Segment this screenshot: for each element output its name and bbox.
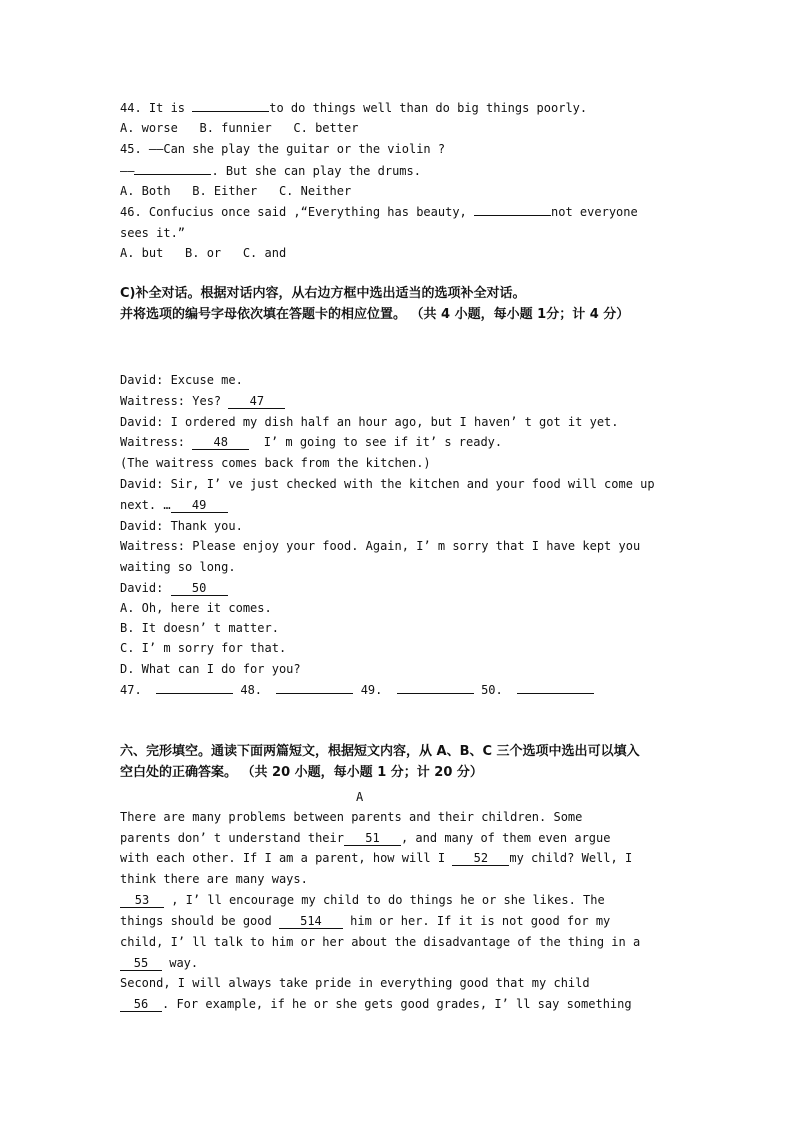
section-c-heading: C)补全对话。根据对话内容，从右边方框中选出适当的选项补全对话。 bbox=[120, 286, 526, 301]
cloze-blank-52: 52 bbox=[452, 852, 509, 866]
passage-line: 56 . For example, if he or she gets good grades, I’ ll say something bbox=[120, 996, 632, 1012]
dialogue-blank-48: 48 bbox=[192, 436, 249, 450]
dialogue-line: waiting so long. bbox=[120, 560, 236, 574]
option-b: B. It doesn’ t matter. bbox=[120, 621, 279, 635]
answer-blank bbox=[134, 174, 211, 175]
cloze-blank-514: 514 bbox=[279, 915, 343, 929]
question-44-stem: 44. It is to do things well than do big things poorly. bbox=[120, 101, 588, 115]
answer-line: 47. 48. 49. 50. bbox=[120, 682, 594, 698]
passage-line: things should be good 514 him or her. If it is not good for my bbox=[120, 914, 611, 928]
passage-line: think there are many ways. bbox=[120, 872, 308, 886]
dialogue-line: David: 50 bbox=[120, 580, 228, 596]
dialogue-line: David: Thank you. bbox=[120, 519, 243, 533]
passage-line: 55 way. bbox=[120, 955, 198, 971]
question-45-stem: 45. ——Can she play the guitar or the violin ? bbox=[120, 142, 446, 156]
dialogue-line: next. … 49 bbox=[120, 497, 228, 513]
option-a: A. Oh, here it comes. bbox=[120, 601, 272, 615]
dialogue-line: David: Sir, I’ ve just checked with the kitchen and your food will come up bbox=[120, 477, 655, 491]
passage-label: A bbox=[356, 790, 364, 804]
option-d: D. What can I do for you? bbox=[120, 662, 301, 676]
dialogue-stage-direction: (The waitress comes back from the kitchen.) bbox=[120, 456, 431, 470]
passage-line: There are many problems between parents and their children. Some bbox=[120, 810, 583, 824]
cloze-blank-51: 51 bbox=[344, 832, 401, 846]
question-44-options: A. worse B. funnier C. better bbox=[120, 121, 359, 135]
passage-line: parents don’ t understand their 51 , and many of them even argue bbox=[120, 831, 611, 845]
question-46-stem-cont: sees it.” bbox=[120, 226, 186, 240]
passage-line: child, I’ ll talk to him or her about the disadvantage of the thing in a bbox=[120, 935, 641, 949]
question-46-options: A. but B. or C. and bbox=[120, 246, 287, 260]
answer-blank-47 bbox=[156, 693, 233, 694]
dialogue-blank-47: 47 bbox=[228, 395, 285, 409]
passage-line: Second, I will always take pride in everything good that my child bbox=[120, 976, 590, 990]
answer-blank-48 bbox=[276, 693, 353, 694]
dialogue-line: David: Excuse me. bbox=[120, 373, 243, 387]
dialogue-line: Waitress: 48 I’ m going to see if it’ s ready. bbox=[120, 435, 503, 449]
option-c: C. I’ m sorry for that. bbox=[120, 641, 287, 655]
dialogue-blank-49: 49 bbox=[171, 499, 228, 513]
dialogue-line: David: I ordered my dish half an hour ago, but I haven’ t got it yet. bbox=[120, 415, 619, 429]
answer-blank-50 bbox=[517, 693, 594, 694]
answer-blank bbox=[192, 111, 269, 112]
section-c-instructions: 并将选项的编号字母依次填在答题卡的相应位置。 （共 4 小题，每小题 1分；计 4 分） bbox=[120, 307, 630, 322]
cloze-blank-56: 56 bbox=[120, 998, 162, 1012]
passage-line: with each other. If I am a parent, how will I 52 my child? Well, I bbox=[120, 851, 633, 865]
passage-line: 53 , I’ ll encourage my child to do things he or she likes. The bbox=[120, 892, 605, 908]
dialogue-line: Waitress: Yes? 47 bbox=[120, 393, 285, 409]
question-45-options: A. Both B. Either C. Neither bbox=[120, 184, 352, 198]
cloze-blank-55: 55 bbox=[120, 957, 162, 971]
question-46-stem: 46. Confucius once said ,“Everything has beauty, not everyone bbox=[120, 205, 638, 219]
dialogue-blank-50: 50 bbox=[171, 582, 228, 596]
dialogue-line: Waitress: Please enjoy your food. Again, I’ m sorry that I have kept you bbox=[120, 539, 641, 553]
cloze-blank-53: 53 bbox=[120, 894, 164, 908]
question-45-reply: —— . But she can play the drums. bbox=[120, 164, 421, 178]
section-6-heading: 六、完形填空。通读下面两篇短文，根据短文内容，从 A、B、C 三个选项中选出可以填入 bbox=[120, 744, 640, 759]
section-6-instructions: 空白处的正确答案。 （共 20 小题，每小题 1 分；计 20 分） bbox=[120, 765, 483, 780]
answer-blank bbox=[474, 215, 551, 216]
answer-blank-49 bbox=[397, 693, 474, 694]
